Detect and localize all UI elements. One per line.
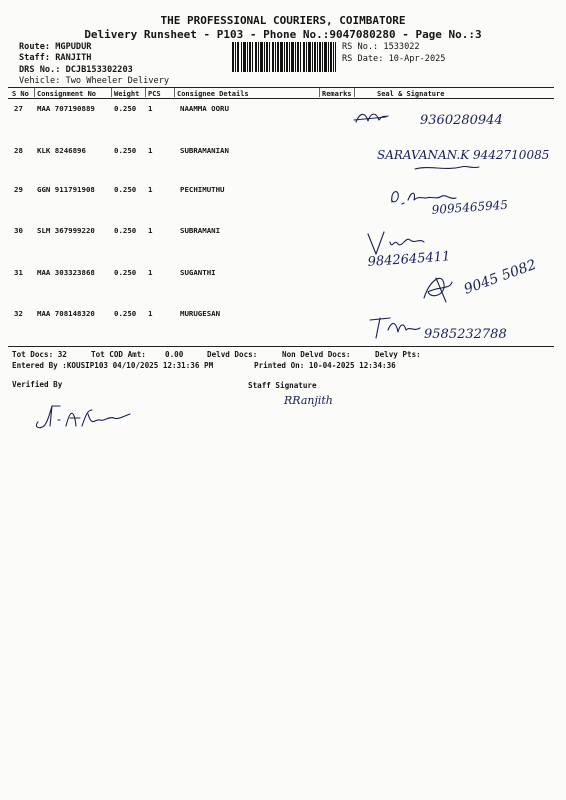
col-divider [174,88,175,97]
row-consignment-no: MAA 303323868 [37,268,95,277]
svg-text:9095465945: 9095465945 [431,197,509,217]
row-consignment-no: SLM 367999220 [37,226,95,235]
signature-row-32 [366,312,546,346]
signature-row-29 [388,184,538,220]
runsheet-subtitle: Delivery Runsheet - P103 - Phone No.:9047080280 - Page No.:3 [84,28,482,41]
svg-text:9045 5082: 9045 5082 [461,256,539,298]
col-header-remarks: Remarks [322,90,352,98]
row-consignment-no: GGN 911791908 [37,185,95,194]
col-header-pcs: PCS [148,90,161,98]
row-pcs: 1 [148,226,153,235]
staff-signature [282,388,362,412]
row-consignee: SUBRAMANI [180,226,221,235]
delivered-docs-label: Delvd Docs: [207,350,258,359]
rs-number: RS No.: 1533022 [342,42,420,52]
svg-text:RRanjith: RRanjith [284,394,333,407]
col-header-consignee: Consignee Details [177,90,249,98]
delivery-points-label: Delvy Pts: [375,350,421,359]
signature-row-27 [352,106,522,132]
svg-text:9842645411: 9842645411 [367,249,451,270]
row-weight: 0.250 [114,104,137,113]
row-weight: 0.250 [114,226,137,235]
col-header-consignment: Consignment No [37,90,97,98]
total-cod-label: Tot COD Amt: [91,350,146,359]
total-docs: Tot Docs: 32 [12,350,67,359]
row-consignee: MURUGESAN [180,309,221,318]
entered-by: Entered By :KOUSIP103 04/10/2025 12:31:36 PM [12,361,214,370]
row-consignee: SUGANTHI [180,268,216,277]
col-divider [319,88,320,97]
non-delivered-docs-label: Non Delvd Docs: [282,350,351,359]
row-consignment-no: MAA 707190889 [37,104,95,113]
row-weight: 0.250 [114,309,137,318]
row-sno: 31 [14,268,23,277]
total-cod-value: 0.00 [165,350,184,359]
barcode-image [232,42,336,72]
drs-number: DRS No.: DCJB153302203 [19,65,133,75]
col-divider [145,88,146,97]
verified-by-label: Verified By [12,380,63,389]
row-consignment-no: KLK 8246896 [37,146,86,155]
row-pcs: 1 [148,309,153,318]
col-header-weight: Weight [114,90,140,98]
col-divider [34,88,35,97]
row-pcs: 1 [148,268,153,277]
row-consignment-no: MAA 708148320 [37,309,95,318]
route-label: Route: MGPUDUR [19,42,92,52]
col-header-signature: Seal & Signature [377,90,445,98]
col-divider [111,88,112,97]
row-pcs: 1 [148,146,153,155]
printed-on: Printed On: 10-04-2025 12:34:36 [254,361,396,370]
col-header-sno: S No [12,90,29,98]
rs-date: RS Date: 10-Apr-2025 [342,54,446,64]
row-weight: 0.250 [114,185,137,194]
row-sno: 32 [14,309,23,318]
company-title: THE PROFESSIONAL COURIERS, COIMBATORE [160,14,406,27]
row-sno: 27 [14,104,23,113]
row-pcs: 1 [148,104,153,113]
row-consignee: SUBRAMANIAN [180,146,229,155]
row-weight: 0.250 [114,146,137,155]
svg-text:9585232788: 9585232788 [424,327,507,342]
row-sno: 28 [14,146,23,155]
row-consignee: NAAMMA OORU [180,104,229,113]
signature-row-31 [418,250,558,314]
row-sno: 29 [14,185,23,194]
table-top-rule [8,87,554,88]
row-consignee: PECHIMUTHU [180,185,225,194]
staff-signature-label: Staff Signature [248,381,317,390]
svg-text:SARAVANAN.K 9442710085: SARAVANAN.K 9442710085 [377,148,550,162]
table-bottom-rule [8,346,554,347]
verifier-signature [30,400,150,434]
staff-label: Staff: RANJITH [19,53,92,63]
row-weight: 0.250 [114,268,137,277]
row-sno: 30 [14,226,23,235]
row-pcs: 1 [148,185,153,194]
table-header-rule [8,98,554,99]
signature-row-28 [375,143,555,179]
vehicle-label: Vehicle: Two Wheeler Delivery [19,76,170,86]
col-divider [354,88,355,97]
svg-text:9360280944: 9360280944 [420,113,503,128]
